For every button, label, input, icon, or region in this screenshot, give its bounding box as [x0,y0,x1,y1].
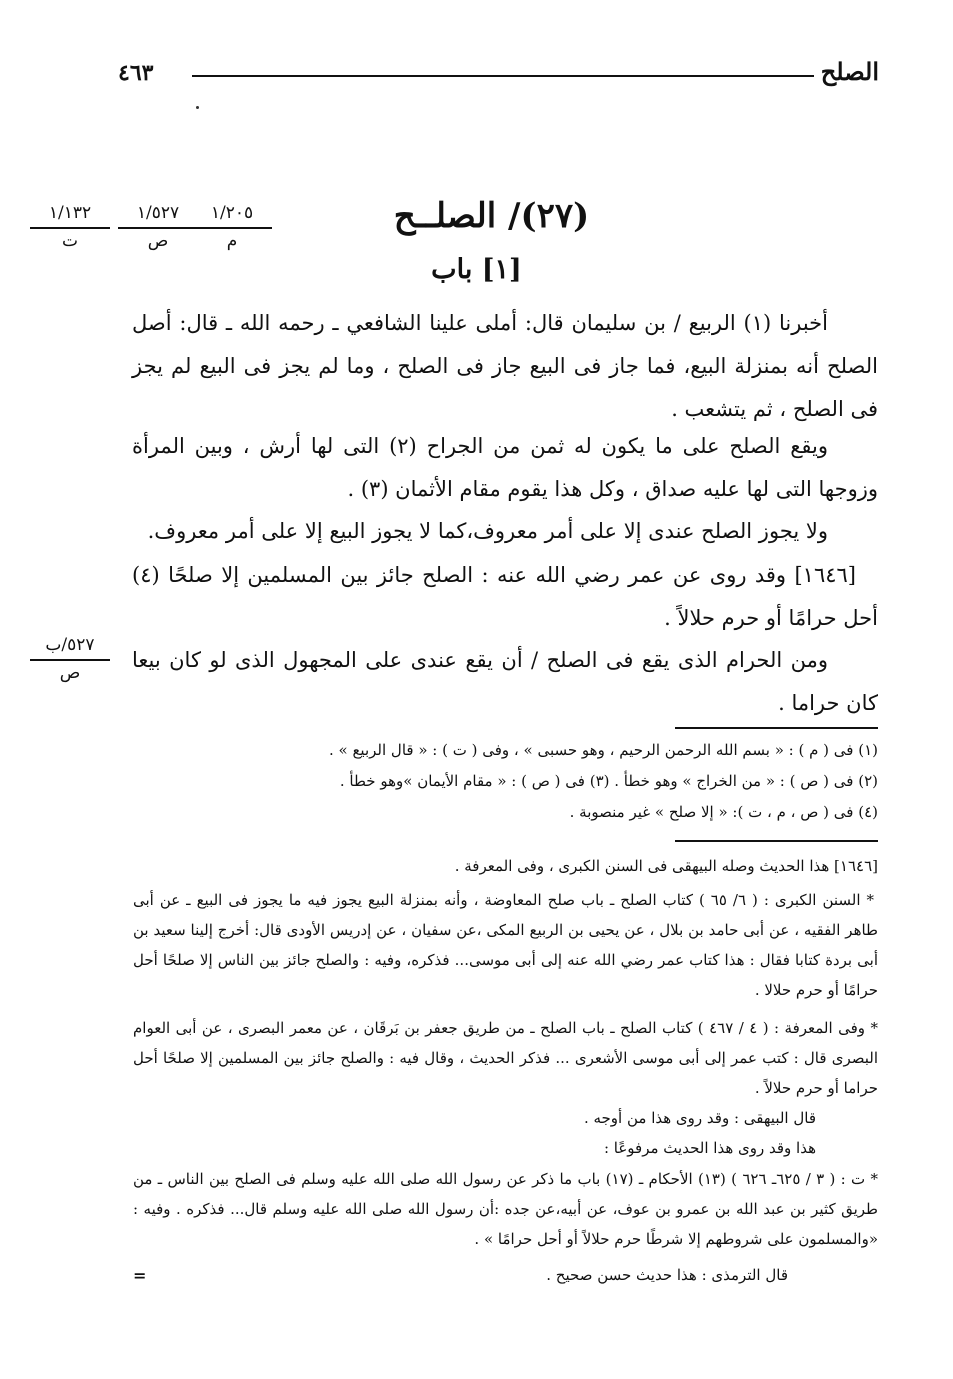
speck [196,106,199,109]
margin-ref-number: ١/١٣٢ [48,203,92,223]
margin-ref-label: ص [147,231,169,251]
annotation: قال الترمذى : هذا حديث حسن صحيح . [546,1266,788,1284]
annotation: * السنن الكبرى : ( ٦/ ٦٥ ) كتاب الصلح ـ باب صلح المعاوضة ، وأنه بمنزلة البيع يجوز فيه ما يجوز فى البيع ـ عن أبى طاهر الفقيه ، عن أبى حامد بن بلال ، عن يحيى بن الربيع المكى ،عن سفيان ، عن إدريس الأودى قال: أخرج إلينا سعيد بن أبى بردة كتابا فقال : هذا كتاب عمر رضي الله عنه إلى أبى موسى... فذكره، وفيه : والصلح جائز بين الناس إلا صلحًا أحل حرامًا أو حرم حلالا . [133,891,878,999]
margin-ref-number: ١/٢٠٥ [210,203,254,223]
footnote: (٤) فى ( ص ، م ، ت ): « إلا صلح » غير منصوبة . [569,803,878,821]
margin-ref-label: ت [61,231,78,251]
margin-ref-number: ١/٥٢٧ [136,203,180,223]
paragraph: ومن الحرام الذى يقع فى الصلح / أن يقع عندى على المجهول الذى لو كان بيعا كان حراما . [132,648,878,715]
footnote-rule [675,727,878,729]
annotation: * وفى المعرفة : ( ٤ / ٤٦٧ ) كتاب الصلح ـ باب الصلح ـ من طريق جعفر بن بَرقَان ، عن معمر البصرى ، عن أبى العوام البصرى قال : كتب عمر إلى أبى موسى الأشعرى ... فذكر الحديث ، وقال فيه : والصلح جائز بين المسلمين إلا صلحًا أحل حراما أو حرم حلالاً . [133,1019,878,1097]
footnote: (١) فى ( م ) : « بسم الله الرحمن الرحيم ، وهو حسبى » ، وفى ( ت ) : « قال الربيع » . [328,741,878,759]
annotation: قال البيهقى : وقد روى هذا من أوجه . [583,1109,816,1127]
margin-ref-line [30,659,110,661]
running-title: الصلح [820,57,879,86]
margin-ref-s-b [30,634,110,683]
chapter-title: (٢٧)/ الصلــح [393,196,590,236]
annotation: [١٦٤٦] هذا الحديث وصله البيهقى فى السنن الكبرى ، وفى المعرفة . [454,857,878,875]
margin-ref-number: ٥٢٧/ب [45,635,95,655]
paragraph: [١٦٤٦] وقد روى عن عمر رضي الله عنه : الصلح جائز بين المسلمين إلا صلحًا (٤) أحل حرامًا أو حرم حلالاً . [132,563,878,630]
margin-ref-label: م [226,231,238,251]
annotation-rule [675,840,878,842]
header-rule [192,75,814,77]
margin-ref-label: ص [59,663,81,683]
annotation: هذا وقد روى هذا الحديث مرفوعًا : [603,1139,816,1157]
annotation: * ت : ( ٣ / ٦٢٥ـ ٦٢٦ ) (١٣) الأحكام ـ (١٧) باب ما ذكر عن رسول الله صلى الله عليه وسلم فى الصلح بين الناس ـ من طريق كثير بن عبد الله بن عمرو بن عوف، عن أبيه،عن جده :أن رسول الله صلى الله عليه وسلم قال... فذكره . وفيه : «والمسلمون على شروطهم إلا شرطًا حرم حلالاً أو أحل حرامًا » . [133,1170,878,1248]
paragraph: ولا يجوز الصلح عندى إلا على أمر معروف،كما لا يجوز البيع إلا على أمر معروف. [147,519,828,543]
paragraph: ويقع الصلح على ما يكون له ثمن من الجراح (٢) التى لها أرش ، وبين المرأة وزوجها التى لها عليه صداق ، وكل هذا يقوم مقام الأثمان (٣) . [132,434,878,501]
paragraph: أخبرنا (١) الربيع / بن سليمان قال: أملى علينا الشافعي ـ رحمه الله ـ قال: أصل الصلح أنه بمنزلة البيع، فما جاز فى البيع جاز فى الصلح ، وما لم يجز فى البيع لم يجز فى الصلح ، ثم يتشعب . [132,311,878,421]
footnote: (٢) فى ( ص ) : « من الخراج » وهو خطأ . (٣) فى ( ص ) : « مقام الأيمان »وهو خطأ . [339,772,878,790]
page-number: ٤٦٣ [118,60,154,86]
end-mark: = [133,1266,147,1285]
section-title: [١] باب [431,254,522,285]
